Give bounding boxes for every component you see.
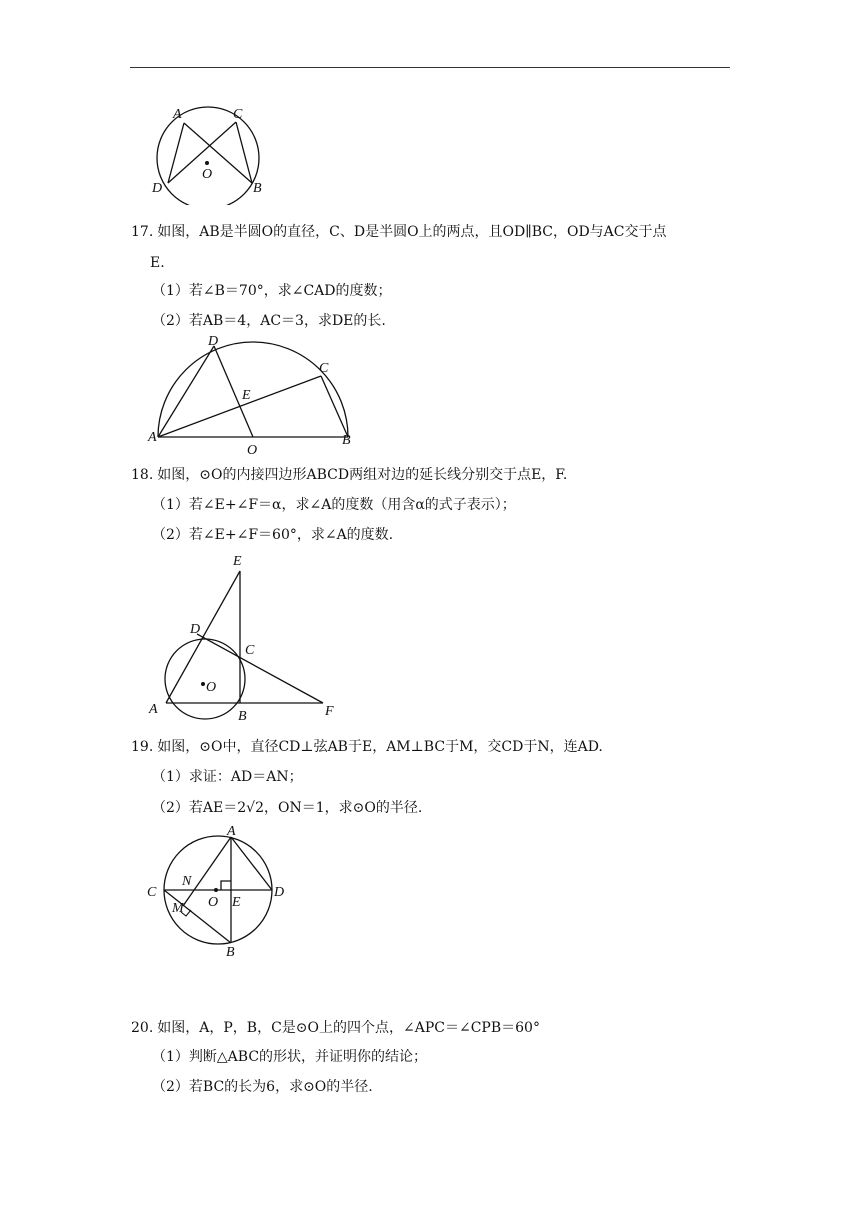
fig19-label-a: A: [227, 824, 236, 839]
fig17-label-c: C: [319, 361, 329, 376]
fig18-label-e: E: [233, 554, 242, 569]
q17-number: 17.: [131, 224, 154, 240]
fig19-label-e: E: [232, 895, 241, 910]
q18-number: 18.: [131, 467, 154, 483]
q17-part1: （1）若∠B＝70°，求∠CAD的度数；: [152, 283, 392, 299]
fig17-label-e: E: [242, 388, 251, 403]
figure-19-circle-diameter-chord: [140, 822, 300, 962]
q18-stem: 18. 如图，⊙O的内接四边形ABCD两组对边的延长线分别交于点E，F.: [131, 467, 568, 483]
fig16-label-o: O: [202, 167, 213, 182]
fig19-label-n: N: [182, 874, 192, 889]
q19-part2: （2）若AE＝2√2，ON＝1，求⊙O的半径.: [152, 800, 423, 816]
fig19-label-b: B: [226, 945, 235, 960]
fig19-label-o: O: [208, 895, 219, 910]
q19-part1: （1）求证：AD＝AN；: [152, 769, 303, 785]
fig19-label-d: D: [274, 885, 285, 900]
q19-stem: 19. 如图，⊙O中，直径CD⊥弦AB于E，AM⊥BC于M，交CD于N，连AD.: [131, 739, 603, 755]
fig18-label-f: F: [325, 704, 334, 719]
fig19-label-m: M: [172, 901, 184, 916]
header-rule: [130, 67, 730, 68]
fig17-label-b: B: [342, 433, 351, 448]
q19-number: 19.: [131, 739, 154, 755]
fig19-label-c: C: [147, 885, 157, 900]
fig16-label-d: D: [152, 181, 163, 196]
fig18-label-a: A: [149, 702, 158, 717]
fig16-label-a: A: [173, 107, 182, 122]
fig17-label-o: O: [247, 443, 258, 458]
fig16-label-c: C: [233, 107, 243, 122]
fig18-label-b: B: [238, 709, 247, 724]
q17-stem-line1: 17. 如图，AB是半圆O的直径，C、D是半圆O上的两点，且OD∥BC，OD与AC交于点: [131, 224, 667, 240]
fig17-label-a: A: [148, 430, 157, 445]
fig18-label-o: O: [206, 680, 217, 695]
q20-part1: （1）判断△ABC的形状，并证明你的结论；: [152, 1049, 428, 1065]
fig16-label-b: B: [253, 181, 262, 196]
q17-stem-line2: E.: [150, 255, 165, 271]
fig18-label-c: C: [245, 643, 255, 658]
q20-part2: （2）若BC的长为6，求⊙O的半径.: [152, 1079, 373, 1095]
figure-17-semicircle: [140, 332, 370, 458]
q18-part1: （1）若∠E+∠F＝α，求∠A的度数（用含α的式子表示）；: [152, 497, 516, 513]
figure-18-cyclic-quadrilateral: [140, 548, 350, 724]
q18-part2: （2）若∠E+∠F＝60°，求∠A的度数.: [152, 527, 394, 543]
q17-part2: （2）若AB＝4，AC＝3，求DE的长.: [152, 313, 386, 329]
q20-stem: 20. 如图，A，P，B，C是⊙O上的四个点，∠APC＝∠CPB＝60°: [131, 1020, 540, 1036]
fig18-label-d: D: [190, 622, 201, 637]
fig17-label-d: D: [208, 334, 219, 349]
figure-16-circle: [140, 100, 280, 205]
q20-number: 20.: [131, 1020, 154, 1036]
